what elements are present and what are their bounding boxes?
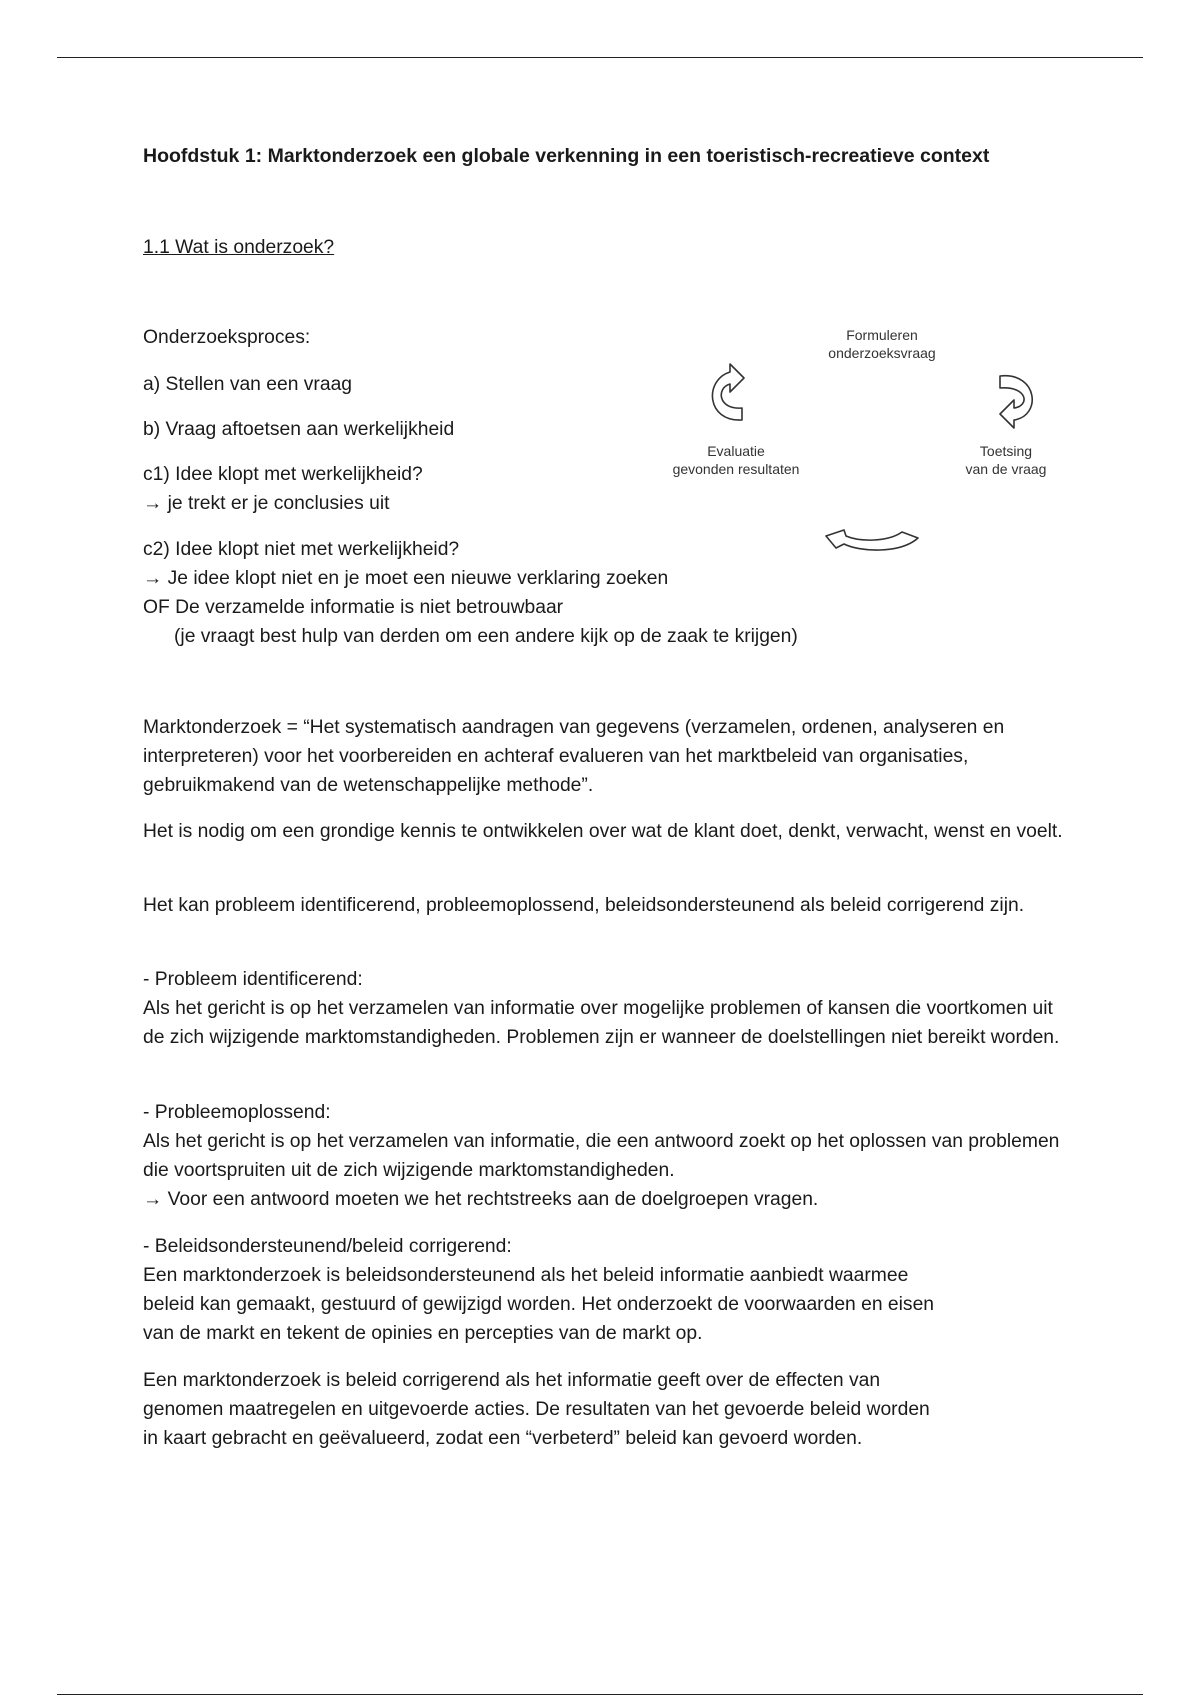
section-heading: 1.1 Wat is onderzoek? (143, 237, 335, 258)
curved-arrow-icon (826, 530, 918, 550)
paragraph-line: in kaart gebracht en geëvalueerd, zodat een “verbeterd” beleid kan gevoerd worden. (143, 1428, 863, 1449)
footer-rule (57, 1694, 1143, 1695)
curved-arrow-icon (712, 364, 744, 420)
process-step-c1-arrow: → je trekt er je conclusies uit (143, 493, 390, 514)
type-arrow-note: → Voor een antwoord moeten we het rechtstreeks aan de doelgroepen vragen. (143, 1189, 819, 1210)
diagram-label-evaluate: Evaluatie gevonden resultaten (672, 443, 800, 477)
type-policy-supporting (143, 1232, 1073, 1348)
type-heading: - Probleemoplossend: (143, 1102, 331, 1123)
process-label: Onderzoeksproces: (143, 327, 311, 348)
paragraph-types: Het kan probleem identificerend, probleemoplossend, beleidsondersteunend als beleid corrigerend zijn. (143, 895, 1025, 916)
header-rule (57, 57, 1143, 58)
type-line: van de markt en tekent de opinies en percepties van de markt op. (143, 1323, 703, 1344)
process-step-c2-note: (je vraagt best hulp van derden om een andere kijk op de zaak te krijgen) (174, 626, 798, 647)
process-step-a: a) Stellen van een vraag (143, 374, 353, 395)
paragraph-definition: Marktonderzoek = “Het systematisch aandragen van gegevens (verzamelen, ordenen, analyseren en interpreteren) voor het voorbereiden en achteraf evalueren van het marktbeleid van organisaties, gebruikmakend van de wetenschappelijke methode”. (143, 717, 1005, 796)
type-heading: - Probleem identificerend: (143, 969, 363, 990)
type-description: Als het gericht is op het verzamelen van informatie, die een antwoord zoekt op het oplossen van problemen die voortspruiten uit de zich wijzigende marktomstandigheden. (143, 1131, 1060, 1181)
type-line: Een marktonderzoek is beleidsondersteunend als het beleid informatie aanbiedt waarmee (143, 1265, 909, 1286)
type-problem-solving (143, 1098, 1073, 1214)
paragraph-line: Een marktonderzoek is beleid corrigerend als het informatie geeft over de effecten van (143, 1370, 881, 1391)
type-description: Als het gericht is op het verzamelen van informatie over mogelijke problemen of kansen die voortkomen uit de zich wijzigende marktomstandigheden. Problemen zijn er wanneer de doelstellingen niet bereikt worden. (143, 998, 1060, 1048)
type-problem-identifying (143, 965, 1073, 1052)
paragraph-line: genomen maatregelen en uitgevoerde acties. De resultaten van het gevoerde beleid worden (143, 1399, 930, 1420)
type-heading: - Beleidsondersteunend/beleid corrigerend: (143, 1236, 512, 1257)
process-step-c2-or: OF De verzamelde informatie is niet betrouwbaar (143, 597, 564, 618)
chapter-title: Hoofdstuk 1: Marktonderzoek een globale verkenning in een toeristisch-recreatieve context (143, 145, 990, 167)
curved-arrow-icon (1000, 376, 1032, 428)
process-step-b: b) Vraag aftoetsen aan werkelijkheid (143, 419, 455, 440)
diagram-label-test: Toetsing van de vraag (965, 443, 1047, 477)
paragraph-need: Het is nodig om een grondige kennis te ontwikkelen over wat de klant doet, denkt, verwacht, wenst en voelt. (143, 821, 1063, 842)
type-line: beleid kan gemaakt, gestuurd of gewijzigd worden. Het onderzoekt de voorwaarden en eisen (143, 1294, 935, 1315)
research-cycle-diagram (650, 320, 1070, 570)
diagram-label-formulate: Formuleren onderzoeksvraag (828, 327, 936, 361)
cycle-arrows (650, 320, 1070, 570)
process-step-c1: c1) Idee klopt met werkelijkheid? (143, 464, 423, 485)
process-step-c2-arrow: → Je idee klopt niet en je moet een nieuwe verklaring zoeken (143, 568, 669, 589)
process-step-c2: c2) Idee klopt niet met werkelijkheid? (143, 539, 460, 560)
paragraph-policy-correcting (143, 1366, 1073, 1453)
